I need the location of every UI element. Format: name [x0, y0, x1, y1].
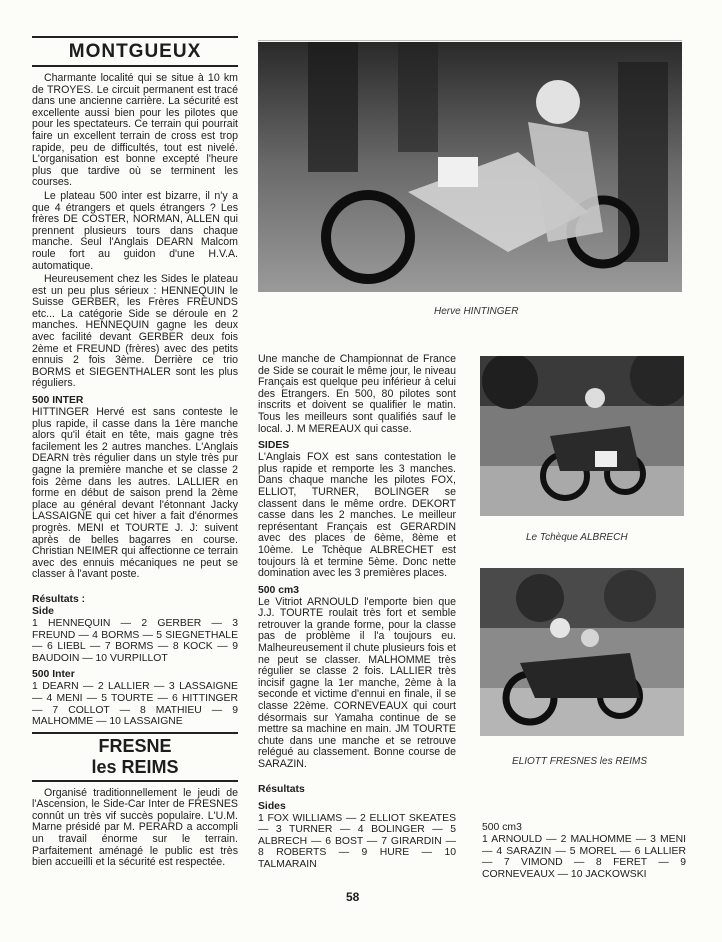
montgueux-paragraph-1: Charmante localité qui se situe à 10 km de TROYES. Le circuit permanent est tracé dans une ancienne carrière. La sécurité est excellente aussi bien pour les pilotes que pour les spectateurs. Ce terrain qui pourrait faire un excellent terrain de cross est trop rapide, peu de difficultés, tout est nivelé. L'organisation est bonne excepté l'heure plus que tardive où se terminent les courses.: [32, 72, 238, 189]
right-cm3-results: 1 ARNOULD — 2 MALHOMME — 3 MENI — 4 SARAZIN — 5 MOREL — 6 LALLIER — 7 VIMOND — 8 FERET — 9 CORNEVEAUX — 10 JACKOWSKI: [482, 834, 686, 880]
sides-text: L'Anglais FOX est sans contestation le plus rapide et remporte les 3 manches. Dans chaque manche les pilotes FOX, ELLIOT, TURNER, BOLINGER se classent dans le même ordre. DEKORT casse dans les 2 manches. Le meilleur représentant Français est GERARDIN avec des places de 6ème, 8ème et 10ème. Le Tchèque ALBRECHET est toujours là et termine 5ème. Donc nette domination avec les 3 premières places.: [258, 451, 456, 580]
cm3-text: Le Vitriot ARNOULD l'emporte bien que J.J. TOURTE roulait très fort et semble retrouver la grande forme, pour la classe pas de problème il l'a toujours eu. Malheureusement il chute plusieurs fois et ne peut se classer. MALHOMME très régulier se classe 2 fois. LALLIER très incisif gagne la 1er manche, 2ème à la seconde et victime d'ennui en finale, il se classe 22ème. CORNEVEAUX qui court désormais sur Yamaha continue de se mettre sa machine en main. JM TOURTE chute dans une manche et se retrouve relégué au classement. Bonne course de SARAZIN.: [258, 595, 456, 770]
results-heading: Résultats :: [32, 593, 86, 605]
fresne-title: [32, 732, 238, 782]
photo-hittinger: [258, 42, 682, 292]
fresne-title-line-2: les REIMS: [91, 756, 179, 777]
top-rule: [258, 40, 682, 41]
caption-albrech: Le Tchèque ALBRECH: [526, 532, 628, 543]
inter-results: 1 DEARN — 2 LALLIER — 3 LASSAIGNE — 4 MENI — 5 TOURTE — 6 HITTINGER — 7 COLLOT — 8 MATHIEU — 9 MALHOMME — 10 LASSAIGNE: [32, 681, 238, 728]
inter-text: HITTINGER Hervé est sans conteste le plus rapide, il casse dans la 1ère manche alors qu'il était en tête, mais gagne très facilement les 2 autres manches. L'Anglais DEARN très régulier dans un style très pur gagne la première manche et se classe 2 fois 2ème dans les autres. LALLIER en forme en début de saison prend la 2ème place au général devant l'étonnant Jacky LASSAIGNE qui cet hiver a fait d'énormes progrès. MENI et TOURTE J. J: suivent après de belles bagarres en course. Christian NEIMER qui affectionne ce terrain avec des ennuis mécaniques ne peut se classer à l'avant poste.: [32, 406, 238, 581]
caption-eliott: ELIOTT FRESNES les REIMS: [512, 756, 648, 767]
side-results: 1 HENNEQUIN — 2 GERBER — 3 FREUND — 4 BORMS — 5 SIEGNETHALE — 6 LIEBL — 7 BORMS — 8 KOCK — 9 BAUDOIN — 10 VURPILLOT: [32, 617, 238, 664]
column-middle: [258, 354, 456, 873]
montgueux-title: MONTGUEUX: [32, 36, 238, 67]
middle-results-heading: Résultats: [258, 783, 305, 795]
photo-eliott: [480, 568, 684, 736]
montgueux-paragraph-3: Heureusement chez les Sides le plateau est un peu plus sérieux : HENNEQUIN le Suisse GERBER, les Frères FREUNDS etc... La catégorie Side se déroule en 2 manches. HENNEQUIN gagne les deux avec facilité devant GERBER deux fois 2ème et FREUND (frères) avec des petits ennuis 2 fois 3ème. Derrière ce trio BORMS et SIEGENTHALER sont les plus réguliers.: [32, 273, 238, 390]
side-heading: Side: [32, 605, 54, 617]
column-right: [482, 822, 686, 882]
sides-results: 1 FOX WILLIAMS — 2 ELLIOT SKEATES — 3 TURNER — 4 BOLINGER — 5 ALBRECH — 6 BOST — 7 GIRARDIN — 8 ROBERTS — 9 HURE — 10 TALMARAIN: [258, 812, 456, 870]
sides-results-heading: Sides: [258, 800, 286, 812]
cm3-heading: 500 cm3: [258, 584, 300, 596]
fresne-title-line-1: FRESNE: [98, 735, 172, 756]
fresne-paragraph-1: Organisé traditionnellement le jeudi de l'Ascension, le Side-Car Inter de FRESNES connût un très vif succès populaire. L'U.M. Marne présidé par M. PERARD a accompli un travail énorme sur le terrain. Parfaitement aménagé le public est très bien accueilli et la sécurité est respectée.: [32, 786, 238, 869]
page-number: 58: [346, 890, 360, 904]
inter-results-heading: 500 Inter: [32, 669, 75, 681]
column-left: [32, 36, 238, 871]
sides-heading: SIDES: [258, 440, 290, 452]
right-cm3-heading: 500 cm3: [482, 822, 522, 833]
photo-albrech: [480, 356, 684, 516]
caption-hittinger: Herve HINTINGER: [434, 306, 519, 317]
middle-paragraph-1: Une manche de Championnat de France de Side se courait le même jour, le niveau Français est quelque peu inférieur à celui des Etrangers. En 500, 80 pilotes sont inscrits et doivent se qualifier le matin. Tous les meilleurs sont qualifiés sauf le local. J. M MEREAUX qui casse.: [258, 353, 456, 435]
montgueux-paragraph-2: Le plateau 500 inter est bizarre, il n'y a que 4 étrangers et quels étrangers ? Les frères DE COSTER, NORMAN, ALLEN qui prennent plusieurs tours dans chaque manche. Seul l'Anglais DEARN Malcom roule fort au guidon d'une H.V.A. automatique.: [32, 189, 238, 272]
inter-heading: 500 INTER: [32, 395, 84, 407]
